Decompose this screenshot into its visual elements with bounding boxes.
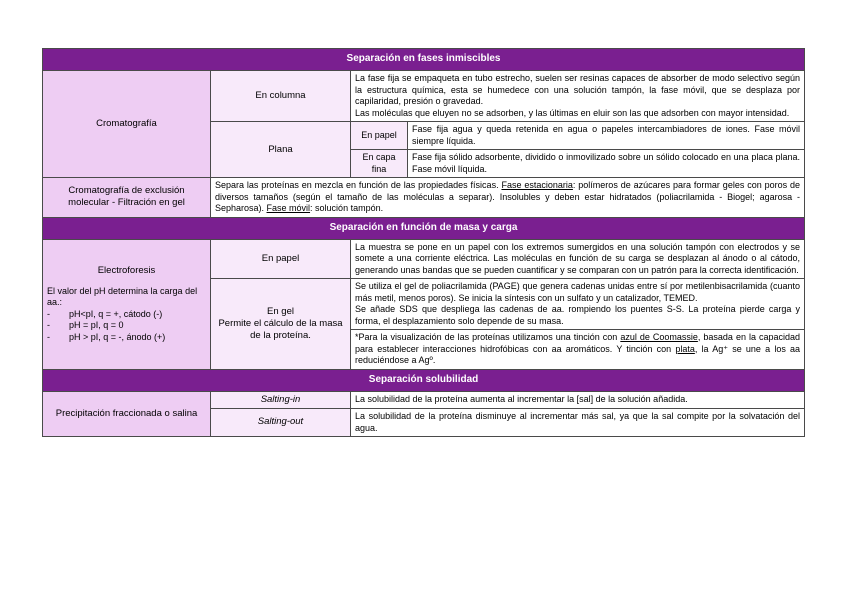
note-text-c: , la Ag⁺ se une a los aa reduciéndose a Agº.	[355, 343, 801, 366]
plana-en-papel-description: Fase fija agua y queda retenida en agua o papeles intercambiadores de iones. Fase móvil siempre líquida.	[408, 122, 805, 150]
salting-out-label: Salting-out	[211, 408, 351, 436]
plana-en-papel-label: En papel	[351, 122, 408, 150]
fase-movil-term: Fase móvil	[266, 203, 311, 214]
ph-item-text: pH<pI, q = +, cátodo (-)	[69, 308, 163, 319]
exclusion-text-c: : solución tampón.	[310, 203, 384, 214]
en-columna-label: En columna	[211, 71, 351, 122]
salting-in-label: Salting-in	[211, 391, 351, 408]
section-header-row	[43, 49, 805, 71]
section-header-row	[43, 369, 805, 391]
en-columna-description	[351, 71, 805, 122]
plana-label: Plana	[211, 122, 351, 178]
en-columna-text: La fase fija se empaqueta en tubo estrecho, suelen ser resinas capaces de absorber de modo selectivo según la estructura química, esta se humedece con una solución tampón, la fase móvil, que se desplaza por capilaridad, presión o gravedad.	[355, 73, 801, 107]
ph-item-text: pH = pI, q = 0	[69, 320, 124, 331]
ph-note: El valor del pH determina la carga del aa.:	[47, 285, 198, 308]
electro-en-papel-label: En papel	[211, 239, 351, 279]
fase-estacionaria-term: Fase estacionaria	[501, 180, 573, 191]
exclusion-molecular-description	[211, 178, 805, 218]
list-item	[47, 320, 206, 332]
table-row	[43, 239, 805, 279]
list-dash: -	[47, 320, 50, 331]
ph-list	[47, 309, 206, 344]
section-title-fases-inmiscibles: Separación en fases inmiscibles	[43, 49, 805, 71]
en-gel-cell	[211, 279, 351, 370]
en-gel-sublabel: Permite el cálculo de la masa de la proteína.	[218, 317, 343, 342]
separation-methods-table	[42, 48, 805, 437]
electroforesis-cell	[43, 239, 211, 369]
exclusion-molecular-label: Cromatografía de exclusión molecular - Filtración en gel	[43, 178, 211, 218]
note-text-b: , basada en la capacidad para establecer interacciones hidrofóbicas con aa aromáticos. Y tinción con	[355, 332, 801, 354]
list-item	[47, 309, 206, 321]
list-dash: -	[47, 331, 50, 342]
table-row	[43, 391, 805, 408]
azul-coomassie-term: azul de Coomassie	[620, 332, 698, 343]
note-text-a: *Para la visualización de las proteínas utilizamos una tinción con	[355, 332, 621, 343]
cromatografia-label: Cromatografía	[43, 71, 211, 178]
en-capa-fina-label: En capa fina	[351, 150, 408, 178]
plata-term: plata	[675, 343, 695, 354]
table-row	[43, 178, 805, 218]
table-row	[43, 71, 805, 122]
en-gel-text-2: Se añade SDS que despliega las cadenas de aa. rompiendo los puentes S-S. La proteína pierde carga y forma, el desplazamiento solo depende de su masa.	[355, 304, 801, 326]
en-gel-label: En gel	[267, 305, 294, 317]
section-title-masa-carga: Separación en función de masa y carga	[43, 217, 805, 239]
list-item	[47, 332, 206, 344]
precipitacion-label: Precipitación fraccionada o salina	[43, 391, 211, 436]
list-dash: -	[47, 308, 50, 319]
en-columna-text-2: Las moléculas que eluyen no se adsorben, y las últimas en eluir son las que adsorben con mayor intensidad.	[355, 107, 790, 118]
tincion-note	[351, 330, 805, 370]
electroforesis-label: Electroforesis	[97, 265, 156, 277]
exclusion-text-a: Separa las proteínas en mezcla en función de las propiedades físicas.	[215, 180, 502, 191]
salting-out-description: La solubilidad de la proteína disminuye al incrementar más sal, ya que la sal compite por la solvatación del agua.	[351, 408, 805, 436]
ph-item-text: pH > pI, q = -, ánodo (+)	[69, 331, 166, 342]
en-gel-text: Se utiliza el gel de poliacrilamida (PAGE) que genera cadenas unidas entre sí por metilenbisacrilamida (cuanto más metil, menos poros). Se inicia la síntesis con un sulfato y un catalizador, TEMED.	[355, 281, 801, 303]
salting-in-description: La solubilidad de la proteína aumenta al incrementar la [sal] de la solución añadida.	[351, 391, 805, 408]
en-capa-fina-description: Fase fija sólido adsorbente, dividido o inmovilizado sobre un sólido colocado en una placa plana. Fase móvil líquida.	[408, 150, 805, 178]
section-header-row	[43, 217, 805, 239]
electro-en-papel-description: La muestra se pone en un papel con los extremos sumergidos en una solución tampón con electrodos y se somete a una corriente eléctrica. Las moléculas en función de su carga se desplazan al ánodo o al cátodo, generando unas bandas que se pueden cuantificar y se comparan con un patrón para la correcta identificación.	[351, 239, 805, 279]
en-gel-description	[351, 279, 805, 330]
section-title-solubilidad: Separación solubilidad	[43, 369, 805, 391]
exclusion-text-b: : polímeros de azúcares para formar geles con poros de diversos tamaños (según el tamaño de las moléculas a separar). Insolubles y deben estar hidratados (poliacrilamida - Biogel; agarosa - Sepharosa).	[215, 180, 801, 214]
